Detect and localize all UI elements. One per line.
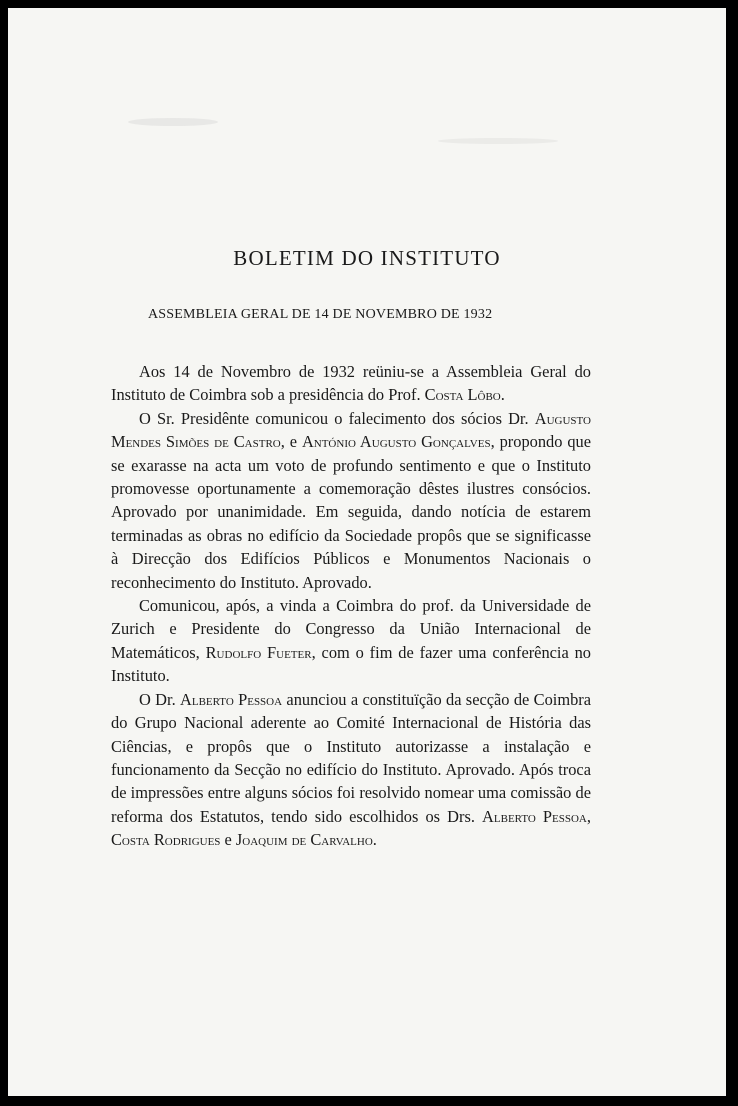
person-name: Costa Rodrigues [111, 830, 221, 850]
text-run: Aos 14 de Novembro de 1932 reüniu-se a Assembleia Geral do Instituto de Coimbra sob a presidência do Prof. [111, 362, 591, 405]
text-run: anunciou a constituïção da secção de Coimbra do Grupo Nacional aderente ao Comité Internacional de História das Ciências, e propôs que o Instituto autorizasse a instalação e funcionamento da Secção no edifício do Instituto. Aprovado. Após troca de impressões entre alguns sócios foi resolvido nomear uma comissão de reforma dos Estatutos, tendo sido escolhidos os Drs. [111, 689, 591, 826]
document-page [8, 8, 726, 1096]
text-run: , com o fim de fazer uma conferência no Instituto. [111, 642, 592, 686]
paragraph [111, 407, 591, 594]
text-run: . [372, 830, 377, 850]
person-name: Costa Lôbo [424, 385, 501, 405]
person-name: Joaquim de Carvalho [235, 830, 373, 850]
text-run: e [220, 830, 236, 850]
person-name: Augusto Mendes Simões de Castro [111, 408, 591, 452]
minutes-body [111, 360, 591, 852]
text-run: , e [280, 432, 302, 452]
person-name: Alberto Pessoa [180, 689, 283, 709]
paragraph [111, 594, 591, 688]
meeting-heading: ASSEMBLEIA GERAL DE 14 DE NOVEMBRO DE 1932 [148, 307, 493, 322]
person-name: António Augusto Gonçalves [301, 432, 491, 452]
text-run: , propondo que se exarasse na acta um voto de profundo sentimento e que o Instituto promovesse oportunamente a comemoração dêstes ilustres consócios. Aprovado por unanimidade. Em seguida, dando notícia de estarem terminadas as obras no edifício da Sociedade propôs que se significasse à Direcção dos Edifícios Públicos e Monumentos Nacionais o reconhecimento do Instituto. Aprovado. [111, 432, 591, 592]
bleed-through-mark [438, 138, 558, 144]
text-run: , [586, 806, 591, 826]
page-title: BOLETIM DO INSTITUTO [233, 246, 501, 270]
person-name: Alberto Pessoa [482, 806, 587, 826]
paragraph [111, 360, 591, 407]
text-run: Comunicou, após, a vinda a Coimbra do prof. da Universidade de Zurich e Presidente do Congresso da União Internacional de Matemáticos, [111, 596, 591, 662]
paragraph [111, 688, 591, 852]
text-run: . [500, 385, 505, 405]
text-run: O Dr. [139, 689, 181, 709]
bleed-through-mark [128, 118, 218, 126]
person-name: Rudolfo Fueter [205, 642, 312, 662]
text-run: O Sr. Presidênte comunicou o falecimento dos sócios Dr. [139, 408, 535, 428]
